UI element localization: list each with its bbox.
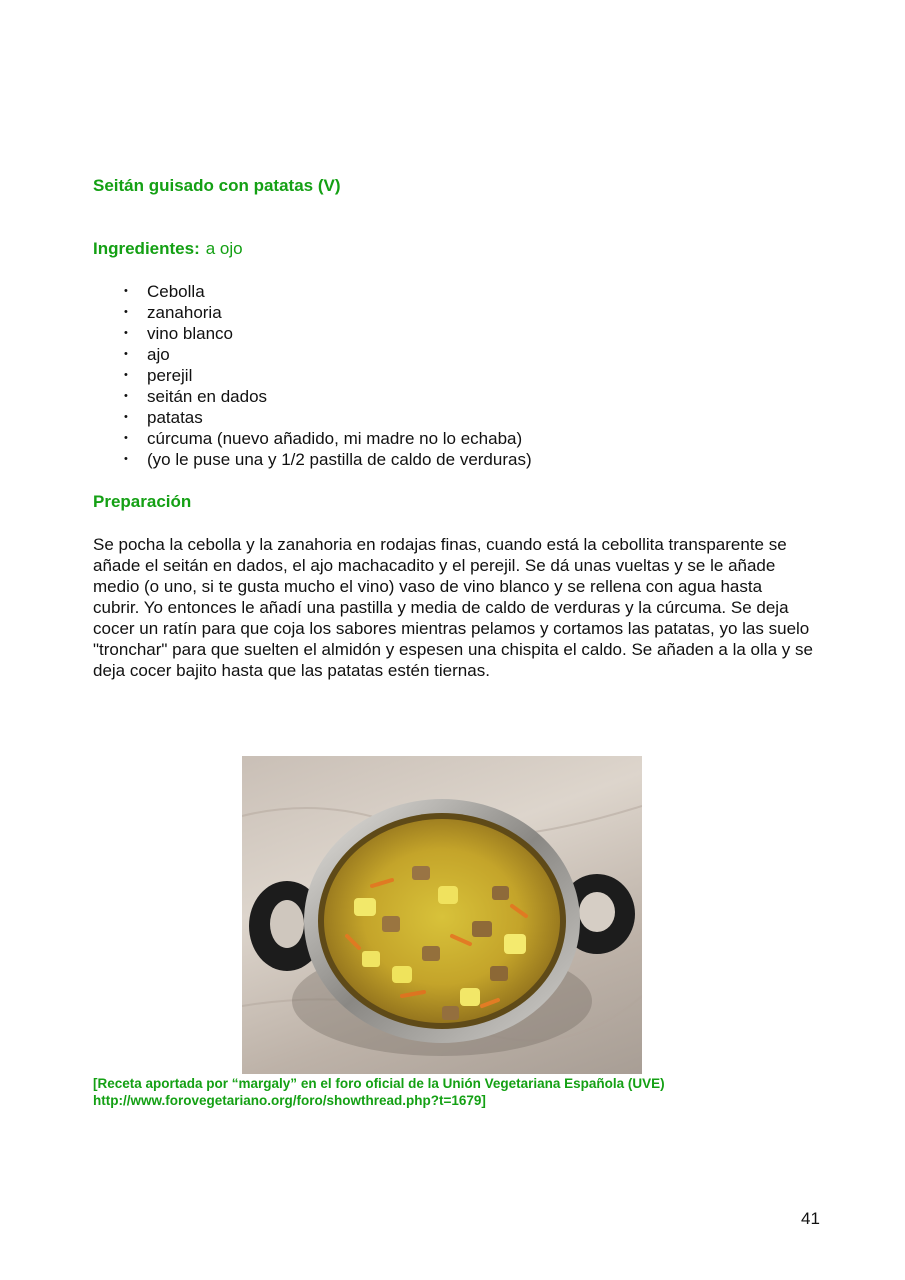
list-item — [93, 344, 532, 365]
list-item — [93, 302, 532, 323]
ingredients-heading — [93, 239, 243, 259]
ingredients-list — [93, 281, 532, 470]
list-item — [93, 407, 532, 428]
list-item — [93, 365, 532, 386]
stew-pot-photo — [242, 756, 642, 1074]
ingredient-text: patatas — [147, 408, 203, 427]
ingredients-note: a ojo — [205, 239, 243, 258]
bullet-icon: • — [124, 369, 128, 381]
recipe-credit — [93, 1075, 665, 1109]
ingredient-text: seitán en dados — [147, 387, 268, 406]
preparation-heading: Preparación — [93, 492, 192, 511]
ingredient-text: Cebolla — [147, 282, 205, 301]
list-item — [93, 449, 532, 470]
bullet-icon: • — [124, 348, 128, 360]
ingredient-text: (yo le puse una y 1/2 pastilla de caldo de verduras) — [147, 450, 532, 469]
list-item — [93, 281, 532, 302]
bullet-icon: • — [124, 285, 128, 297]
bullet-icon: • — [124, 453, 128, 465]
ingredients-label: Ingredientes: — [93, 239, 200, 258]
bullet-icon: • — [124, 411, 128, 423]
bullet-icon: • — [124, 306, 128, 318]
credit-url[interactable]: http://www.forovegetariano.org/foro/showthread.php?t=1679] — [93, 1093, 486, 1108]
credit-line: [Receta aportada por “margaly” en el foro oficial de la Unión Vegetariana Española (UVE) — [93, 1076, 665, 1091]
page-number: 41 — [801, 1209, 820, 1228]
list-item — [93, 323, 532, 344]
stew-pot-illustration — [242, 756, 642, 1074]
list-item — [93, 386, 532, 407]
bullet-icon: • — [124, 327, 128, 339]
ingredient-text: vino blanco — [147, 324, 234, 343]
ingredient-text: perejil — [147, 366, 193, 385]
ingredient-text: zanahoria — [147, 303, 222, 322]
preparation-text: Se pocha la cebolla y la zanahoria en rodajas finas, cuando está la cebollita transparente se añade el seitán en dados, el ajo machacadito y el perejil. Se dá unas vueltas y se le añade medio (o uno, si te gusta mucho el vino) vaso de vino blanco y se rellena con agua hasta cubrir. Yo entonces le añadí una pastilla y media de caldo de verduras y la cúrcuma. Se deja cocer un ratín para que coja los sabores mientras pelamos y cortamos las patatas, yo las suelo "tronchar" para que suelten el almidón y espesen una chispita el caldo. Se añaden a la olla y se deja cocer bajito hasta que las patatas estén tiernas. — [93, 535, 813, 680]
list-item — [93, 428, 532, 449]
ingredient-text: cúrcuma (nuevo añadido, mi madre no lo echaba) — [147, 429, 523, 448]
bullet-icon: • — [124, 390, 128, 402]
recipe-title: Seitán guisado con patatas (V) — [93, 176, 341, 195]
bullet-icon: • — [124, 432, 128, 444]
ingredient-text: ajo — [147, 345, 170, 364]
